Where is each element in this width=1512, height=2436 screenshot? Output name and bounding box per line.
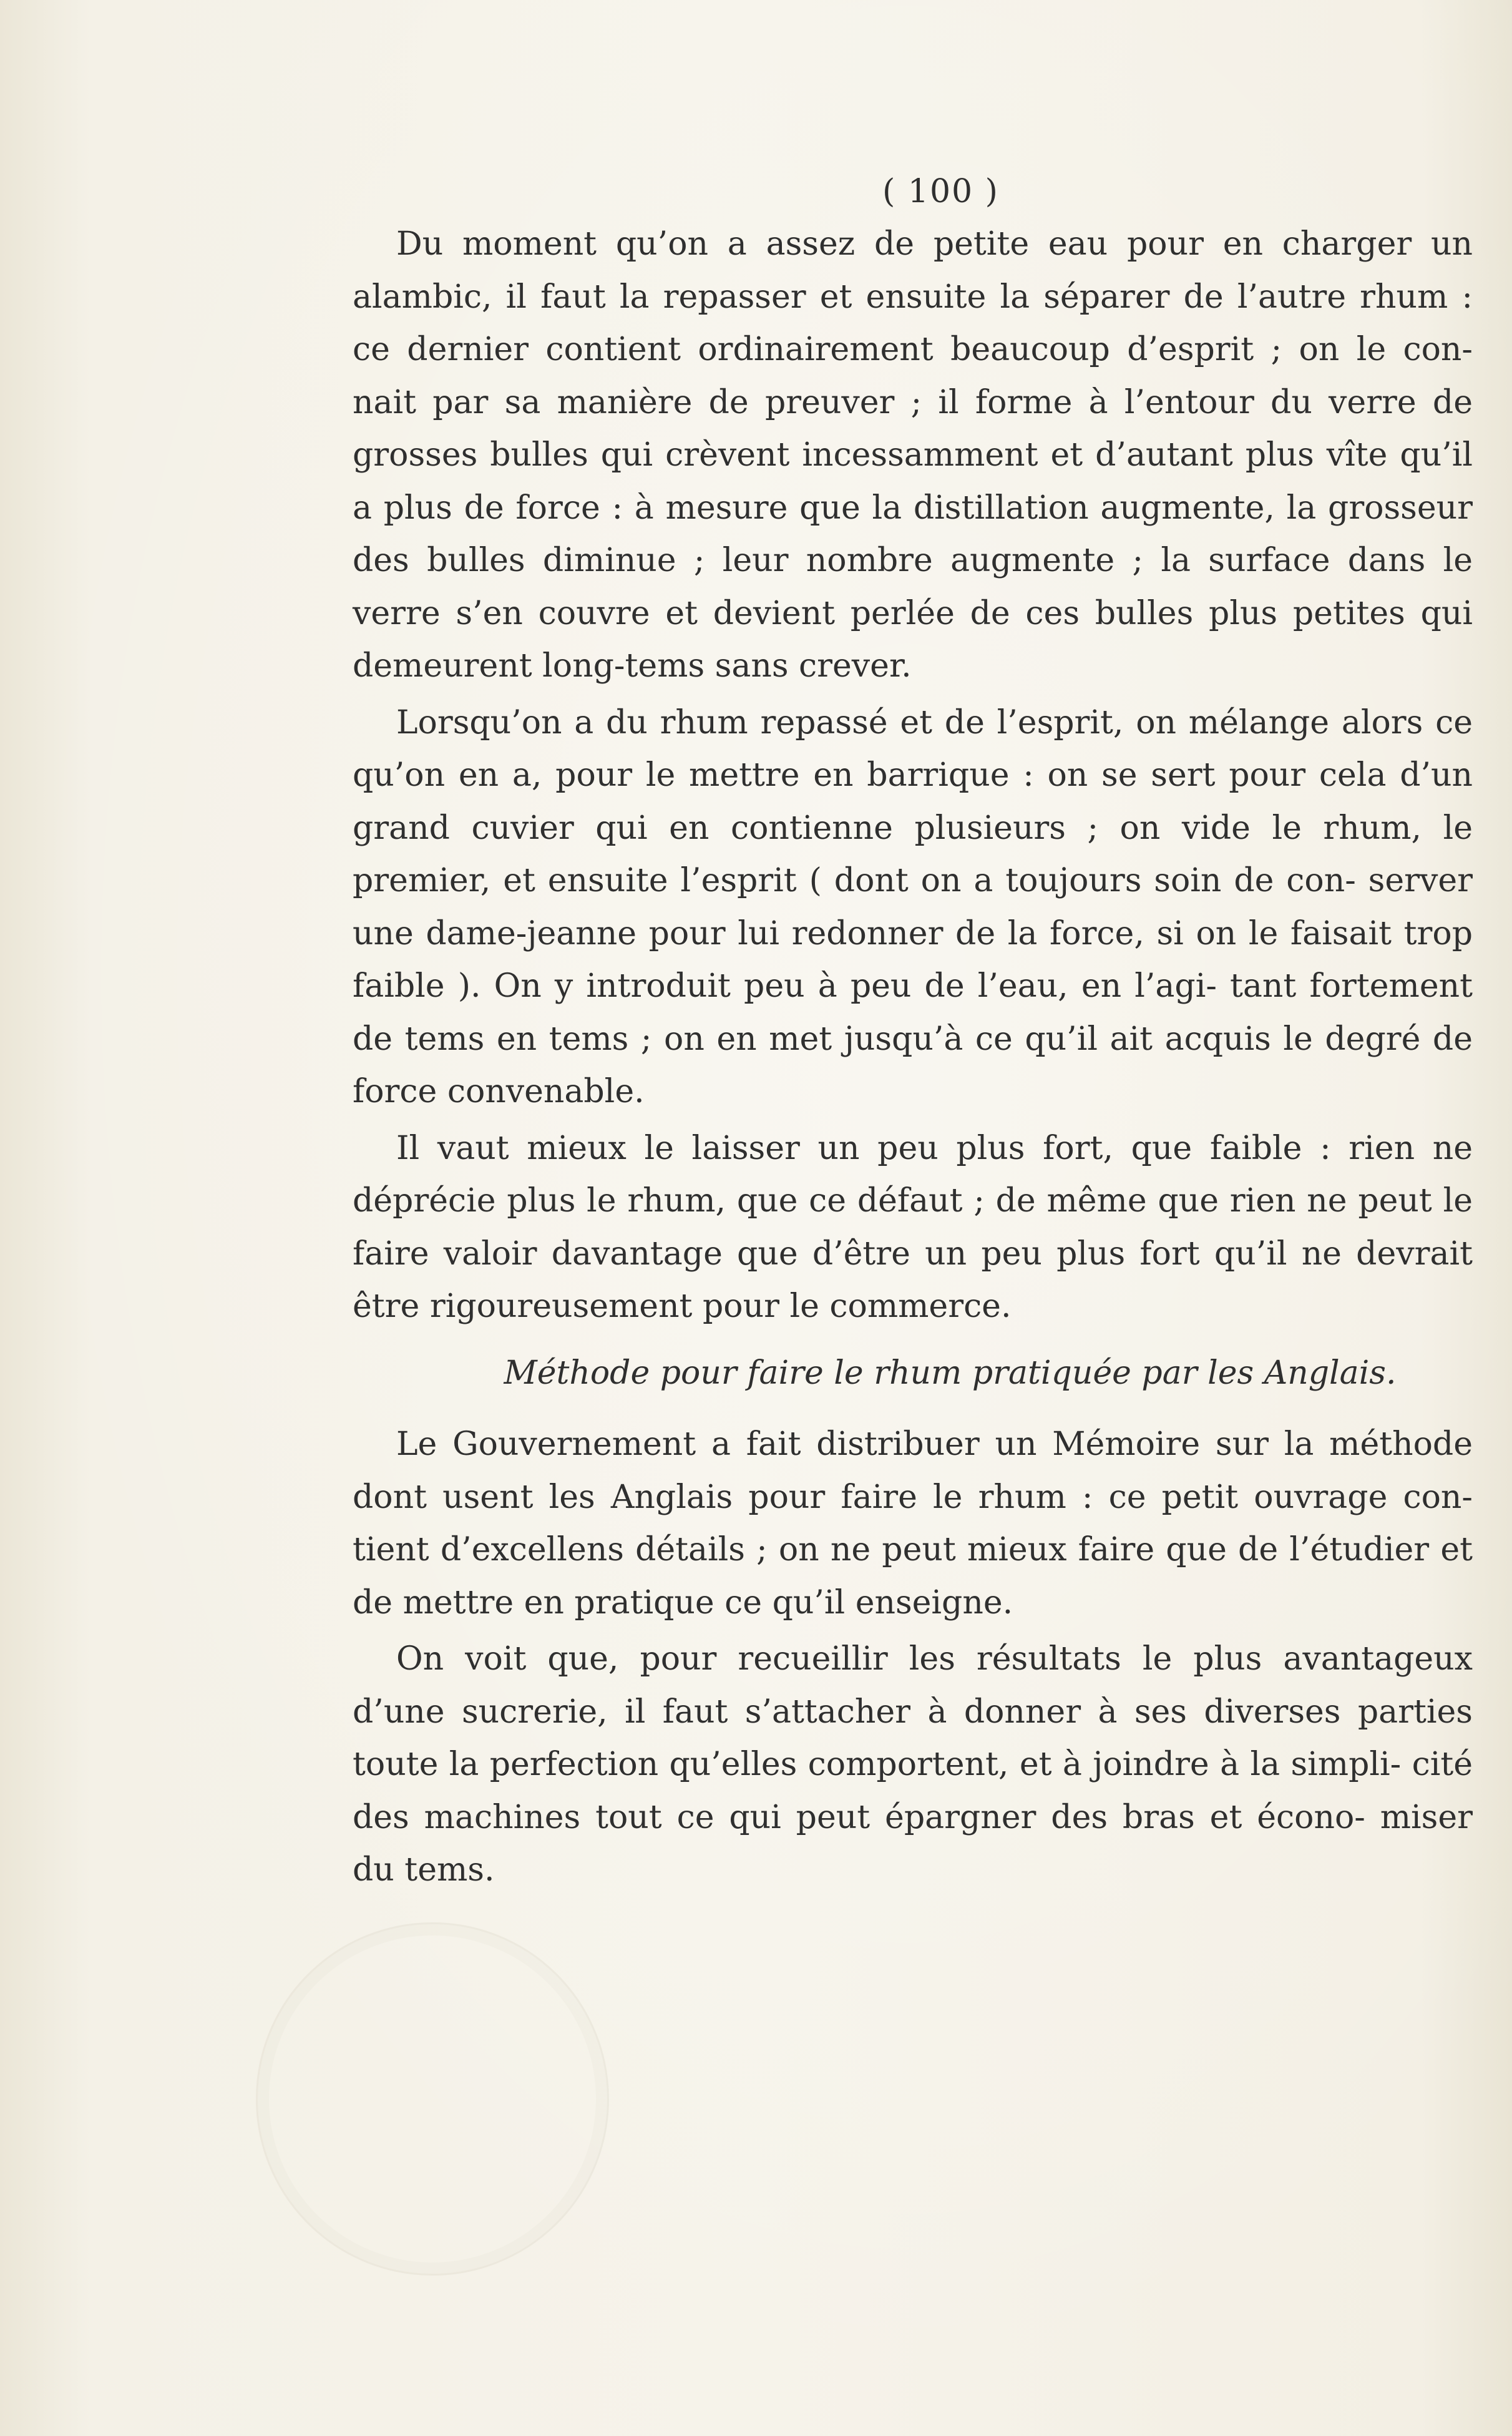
- faded-seal-watermark: [256, 1922, 609, 2276]
- paragraph-5: On voit que, pour recueillir les résultats le plus avantageux d’une sucrerie, il faut s’attacher à donner à ses diverses parties toute la perfection qu’elles comportent, et à joindre à la simpli- cité des machines tout ce qui peut épargner des bras et écono- miser du tems.: [353, 1640, 1473, 1889]
- page-number: ( 100 ): [882, 173, 999, 210]
- paragraph-1: Du moment qu’on a assez de petite eau pour en charger un alambic, il faut la repasser et ensuite la séparer de l’autre rhum : ce dernier contient ordinairement beaucoup d’esprit ; on le con- nait par sa manière de preuver ; il forme à l’entour du verre de grosses bulles qui crèvent incessamment et d’autant plus vîte qu’il a plus de force : à mesure que la distillation augmente, la grosseur des bulles diminue ; leur nombre augmente ; la surface dans le verre s’en couvre et devient perlée de ces bulles plus petites qui demeurent long-tems sans crever.: [353, 225, 1473, 685]
- paragraph-4: Le Gouvernement a fait distribuer un Mémoire sur la méthode dont usent les Anglais pour faire le rhum : ce petit ouvrage con- tient d’excellens détails ; on ne peut mieux faire que de l’étudier et de mettre en pratique ce qu’il enseigne.: [353, 1426, 1473, 1622]
- section-heading: Méthode pour faire le rhum pratiquée par les Anglais.: [504, 1354, 1397, 1392]
- paragraph-2: Lorsqu’on a du rhum repassé et de l’esprit, on mélange alors ce qu’on en a, pour le mettre en barrique : on se sert pour cela d’un grand cuvier qui en contienne plusieurs ; on vide le rhum, le premier, et ensuite l’esprit ( dont on a toujours soin de con- server une dame-jeanne pour lui redonner de la force, si on le faisait trop faible ). On y introduit peu à peu de l’eau, en l’agi- tant fortement de tems en tems ; on en met jusqu’à ce qu’il ait acquis le degré de force convenable.: [353, 703, 1473, 1110]
- paragraph-3: Il vaut mieux le laisser un peu plus fort, que faible : rien ne déprécie plus le rhum, que ce défaut ; de même que rien ne peut le faire valoir davantage que d’être un peu plus fort qu’il ne devrait être rigoureusement pour le commerce.: [353, 1129, 1473, 1325]
- text-block: [353, 165, 1473, 1897]
